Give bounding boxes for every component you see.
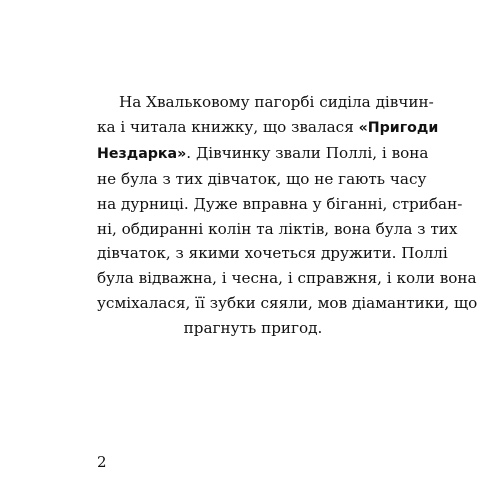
book-title-part-1: «Пригоди xyxy=(358,119,439,136)
paragraph-line-10 xyxy=(97,316,409,341)
story-paragraph xyxy=(97,90,478,341)
paragraph-line-3 xyxy=(97,141,429,167)
paragraph-line-1 xyxy=(97,90,434,115)
paragraph-line-6 xyxy=(97,217,458,242)
paragraph-line-4 xyxy=(97,167,427,192)
paragraph-line-8 xyxy=(97,266,477,291)
line-7-text: дівчаток, з якими хочеться дружити. Поллі xyxy=(97,244,448,263)
page-number: 2 xyxy=(97,453,107,471)
paragraph-line-2 xyxy=(97,115,439,141)
line-6-text: ні, обдиранні колін та ліктів, вона була з тих xyxy=(97,219,458,238)
line-9-text: усміхалася, її зубки сяяли, мов діамантики, що xyxy=(97,294,478,313)
line-3-text: . Дівчинку звали Поллі, і вона xyxy=(186,143,429,162)
line-1-text: На Хвальковому пагорбі сиділа дівчин- xyxy=(119,93,434,111)
paragraph-line-9 xyxy=(97,291,478,316)
line-8-text: була відважна, і чесна, і справжня, і коли вона xyxy=(97,269,477,288)
line-2-text: ка і читала книжку, що звалася xyxy=(97,117,359,136)
line-10-text: прагнуть пригод. xyxy=(183,319,323,338)
book-title-part-2: Нездарка» xyxy=(97,145,187,162)
paragraph-line-5 xyxy=(97,192,463,217)
line-5-text: на дурниці. Дуже вправна у біганні, стрибан- xyxy=(97,194,463,213)
paragraph-line-7 xyxy=(97,241,448,266)
line-4-text: не була з тих дівчаток, що не гають часу xyxy=(97,169,427,188)
